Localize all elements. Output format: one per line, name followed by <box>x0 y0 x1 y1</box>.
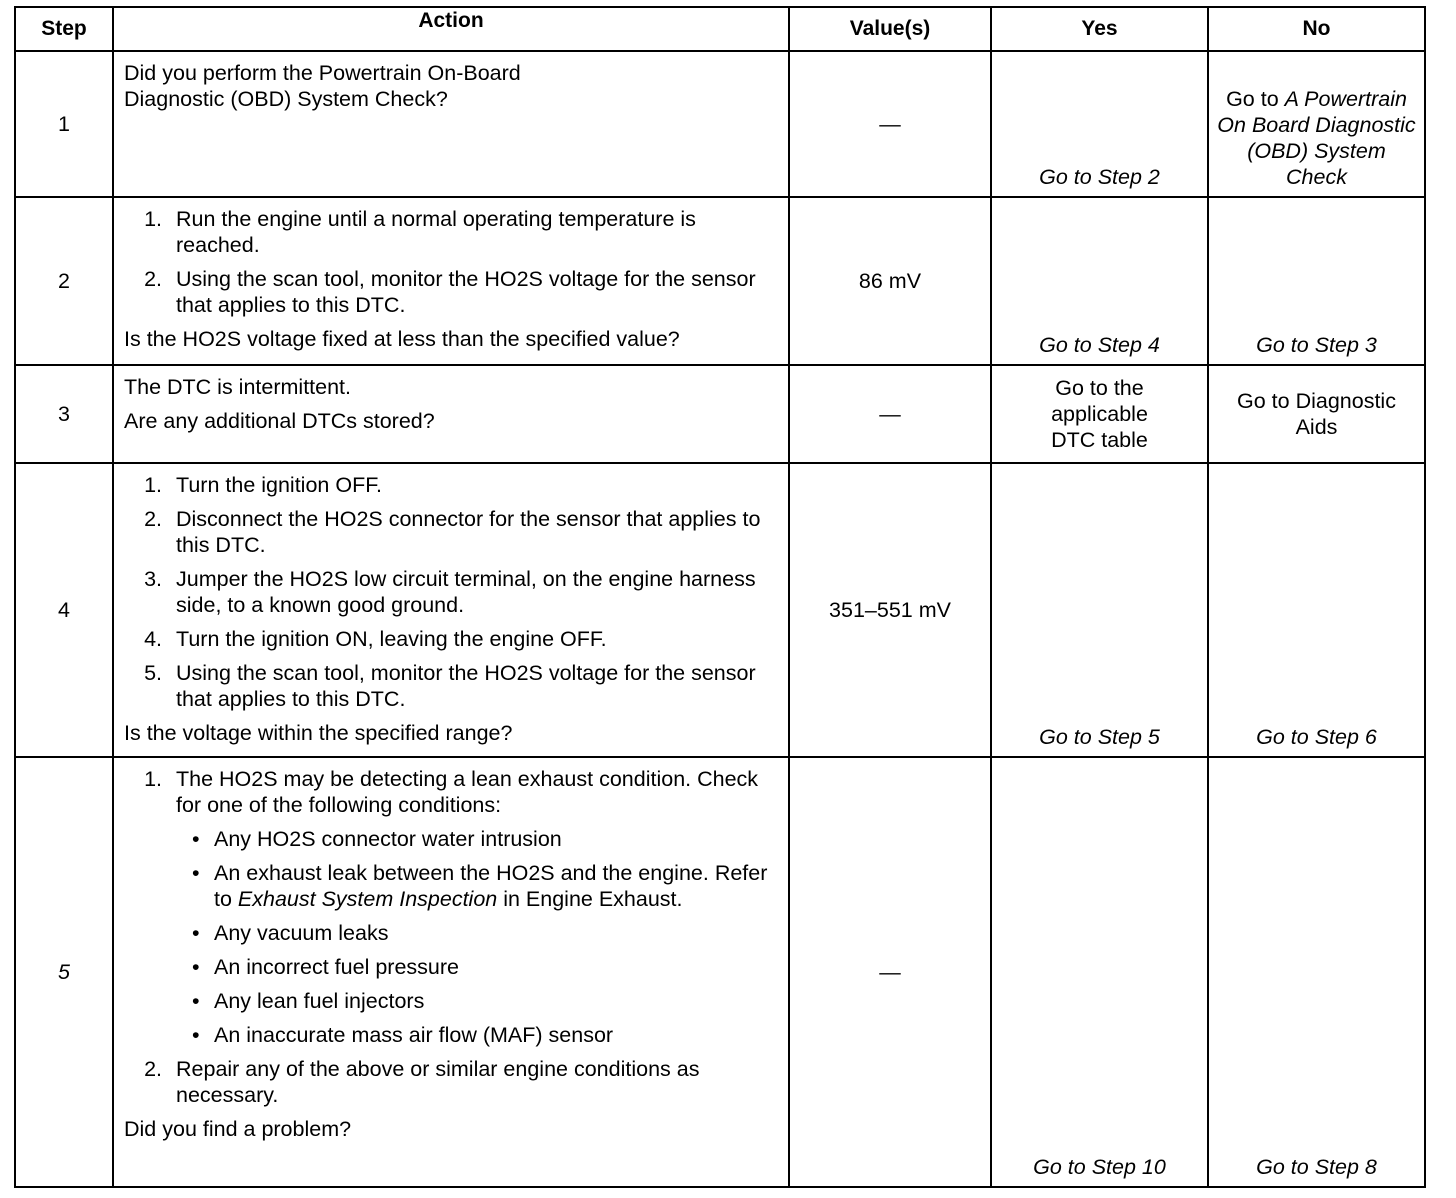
step-number: 5 <box>15 757 113 1187</box>
header-no: No <box>1208 7 1425 51</box>
reference-link[interactable]: Exhaust System Inspection <box>237 887 498 911</box>
header-row <box>15 7 1425 51</box>
no-cell <box>1208 365 1425 463</box>
yes-cell <box>991 365 1208 463</box>
action-step: 1. Run the engine until a normal operating temperature is reached. <box>168 206 780 258</box>
no-cell <box>1208 463 1425 757</box>
action-steps <box>124 766 780 1108</box>
list-item: • Any lean fuel injectors <box>204 988 780 1014</box>
action-cell <box>113 51 789 197</box>
action-steps <box>124 206 780 318</box>
action-question: Are any additional DTCs stored? <box>124 409 435 433</box>
yes-link[interactable]: Go to Step 10 <box>1033 1155 1166 1179</box>
action-text: The DTC is intermittent. <box>124 375 351 399</box>
action-question: Is the HO2S voltage fixed at less than the specified value? <box>124 327 680 351</box>
no-link[interactable]: Go to Diagnostic Aids <box>1237 389 1396 439</box>
action-question: Did you find a problem? <box>124 1117 352 1141</box>
header-step: Step <box>15 7 113 51</box>
action-step: 3. Jumper the HO2S low circuit terminal, on the engine harness side, to a known good ground. <box>168 566 780 618</box>
header-action: Action <box>113 7 789 51</box>
yes-link[interactable]: Go to Step 5 <box>1039 725 1160 749</box>
action-step: 2. Repair any of the above or similar engine conditions as necessary. <box>168 1056 780 1108</box>
no-link-prefix: Go to <box>1226 87 1285 111</box>
yes-cell <box>991 197 1208 365</box>
yes-link[interactable]: Go to the applicable DTC table <box>1051 376 1148 452</box>
table-row <box>15 463 1425 757</box>
action-question: Is the voltage within the specified range? <box>124 721 513 745</box>
table-row <box>15 197 1425 365</box>
no-cell <box>1208 197 1425 365</box>
action-cell <box>113 463 789 757</box>
yes-cell <box>991 757 1208 1187</box>
action-step: 2. Using the scan tool, monitor the HO2S voltage for the sensor that applies to this DTC. <box>168 266 780 318</box>
list-item: • Any vacuum leaks <box>204 920 780 946</box>
action-text: Did you perform the Powertrain On-Board Diagnostic (OBD) System Check? <box>124 61 521 111</box>
action-cell <box>113 197 789 365</box>
no-cell <box>1208 51 1425 197</box>
table-row <box>15 757 1425 1187</box>
step-number: 1 <box>15 51 113 197</box>
value-cell: 86 mV <box>789 197 991 365</box>
no-link[interactable]: Go to Step 8 <box>1256 1155 1377 1179</box>
action-cell <box>113 365 789 463</box>
list-item <box>204 860 780 912</box>
list-item-text: An exhaust leak between the HO2S and the engine. Refer to <box>214 861 768 911</box>
list-item: • Any HO2S connector water intrusion <box>204 826 780 852</box>
condition-list <box>176 826 780 1048</box>
yes-link[interactable]: Go to Step 4 <box>1039 333 1160 357</box>
action-steps <box>124 472 780 712</box>
value-cell: — <box>789 365 991 463</box>
list-item-text: in Engine Exhaust. <box>497 887 683 911</box>
diagnostic-table <box>14 6 1426 1188</box>
no-cell <box>1208 757 1425 1187</box>
value-cell: — <box>789 51 991 197</box>
no-link[interactable]: Go to Step 6 <box>1256 725 1377 749</box>
step-number: 2 <box>15 197 113 365</box>
no-link-target: A Powertrain On Board Diagnostic (OBD) System Check <box>1217 87 1416 189</box>
header-values: Value(s) <box>789 7 991 51</box>
header-yes: Yes <box>991 7 1208 51</box>
action-step <box>168 766 780 1048</box>
yes-link[interactable]: Go to Step 2 <box>1039 165 1160 189</box>
step-number: 3 <box>15 365 113 463</box>
list-item: • An inaccurate mass air flow (MAF) sensor <box>204 1022 780 1048</box>
list-item: • An incorrect fuel pressure <box>204 954 780 980</box>
yes-cell <box>991 51 1208 197</box>
table-row <box>15 365 1425 463</box>
step-number: 4 <box>15 463 113 757</box>
action-cell <box>113 757 789 1187</box>
action-step-text: The HO2S may be detecting a lean exhaust condition. Check for one of the following conditions: <box>176 767 759 817</box>
no-link[interactable]: Go to Step 3 <box>1256 333 1377 357</box>
no-link[interactable] <box>1209 86 1424 196</box>
yes-cell <box>991 463 1208 757</box>
value-cell: — <box>789 757 991 1187</box>
action-step: 2. Disconnect the HO2S connector for the sensor that applies to this DTC. <box>168 506 780 558</box>
value-cell: 351–551 mV <box>789 463 991 757</box>
action-step: 4. Turn the ignition ON, leaving the engine OFF. <box>168 626 780 652</box>
action-step: 1. Turn the ignition OFF. <box>168 472 780 498</box>
table-row <box>15 51 1425 197</box>
action-step: 5. Using the scan tool, monitor the HO2S voltage for the sensor that applies to this DTC. <box>168 660 780 712</box>
